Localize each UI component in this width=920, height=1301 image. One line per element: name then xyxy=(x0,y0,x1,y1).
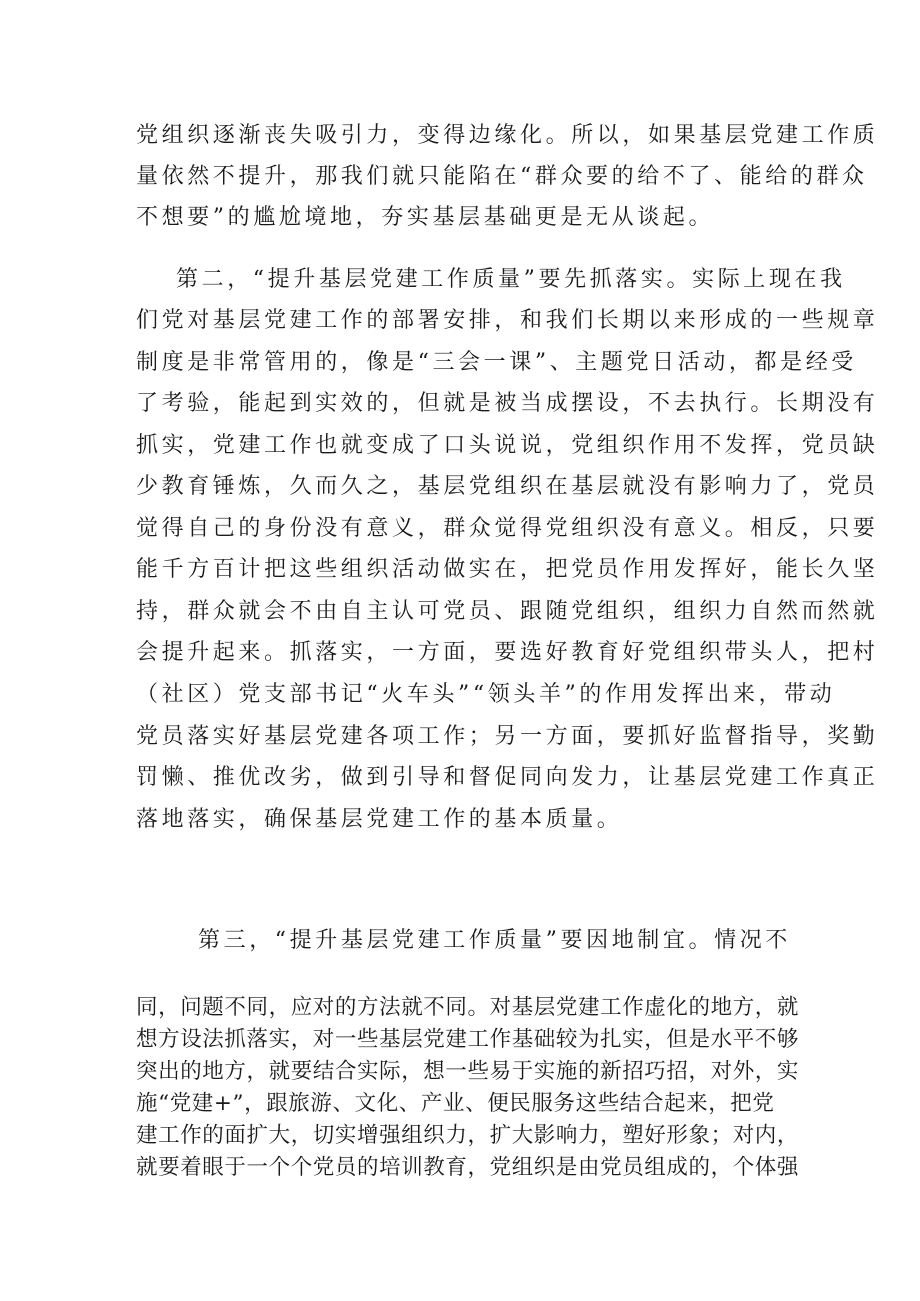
text-line: 制度是非常管用的，像是“三会一课”、主题党日活动，都是经受 xyxy=(136,350,857,375)
text-line: 能千方百计把这些组织活动做实在，把党员作用发挥好，能长久坚 xyxy=(136,557,879,582)
text-line: 落地落实，确保基层党建工作的基本质量。 xyxy=(136,807,623,832)
text-line: 想方设法抓落实，对一些基层党建工作基础较为扎实，但是水平不够 xyxy=(136,1027,800,1052)
text-line: 施“党建+”，跟旅游、文化、产业、便民服务这些结合起来，把党 xyxy=(136,1091,775,1116)
text-line: 党组织逐渐丧失吸引力，变得边缘化。所以，如果基层党建工作质 xyxy=(136,123,879,148)
text-line: 突出的地方，就要结合实际，想一些易于实施的新招巧招，对外，实 xyxy=(136,1059,800,1084)
text-line: 们党对基层党建工作的部署安排，和我们长期以来形成的一些规章 xyxy=(136,308,879,333)
text-line: 抓实，党建工作也就变成了口头说说，党组织作用不发挥，党员缺 xyxy=(136,433,879,458)
text-line: 建工作的面扩大，切实增强组织力，扩大影响力，塑好形象；对内， xyxy=(136,1123,800,1148)
text-line: 第三，“提升基层党建工作质量”要因地制宜。情况不 xyxy=(198,928,791,953)
text-line: 觉得自己的身份没有意义，群众觉得党组织没有意义。相反，只要 xyxy=(136,516,879,541)
text-line: 就要着眼于一个个党员的培训教育，党组织是由党员组成的，个体强 xyxy=(136,1155,800,1180)
text-line: 会提升起来。抓落实，一方面，要选好教育好党组织带头人，把村 xyxy=(136,640,879,665)
text-line: 量依然不提升，那我们就只能陷在“群众要的给不了、能给的群众 xyxy=(136,164,868,189)
text-line: 持，群众就会不由自主认可党员、跟随党组织，组织力自然而然就 xyxy=(136,599,879,624)
text-line: 了考验，能起到实效的，但就是被当成摆设，不去执行。长期没有 xyxy=(136,391,879,416)
text-line: 同，问题不同，应对的方法就不同。对基层党建工作虚化的地方，就 xyxy=(136,995,800,1020)
text-line: （社区）党支部书记“火车头”“领头羊”的作用发挥出来，带动 xyxy=(136,682,836,707)
text-line: 罚懒、推优改劣，做到引导和督促同向发力，让基层党建工作真正 xyxy=(136,765,879,790)
text-line: 第二，“提升基层党建工作质量”要先抓落实。实际上现在我 xyxy=(176,267,846,292)
text-line: 不想要”的尴尬境地，夯实基层基础更是无从谈起。 xyxy=(136,205,715,230)
text-line: 少教育锤炼，久而久之，基层党组织在基层就没有影响力了，党员 xyxy=(136,474,879,499)
text-line: 党员落实好基层党建各项工作；另一方面，要抓好监督指导，奖勤 xyxy=(136,724,879,749)
